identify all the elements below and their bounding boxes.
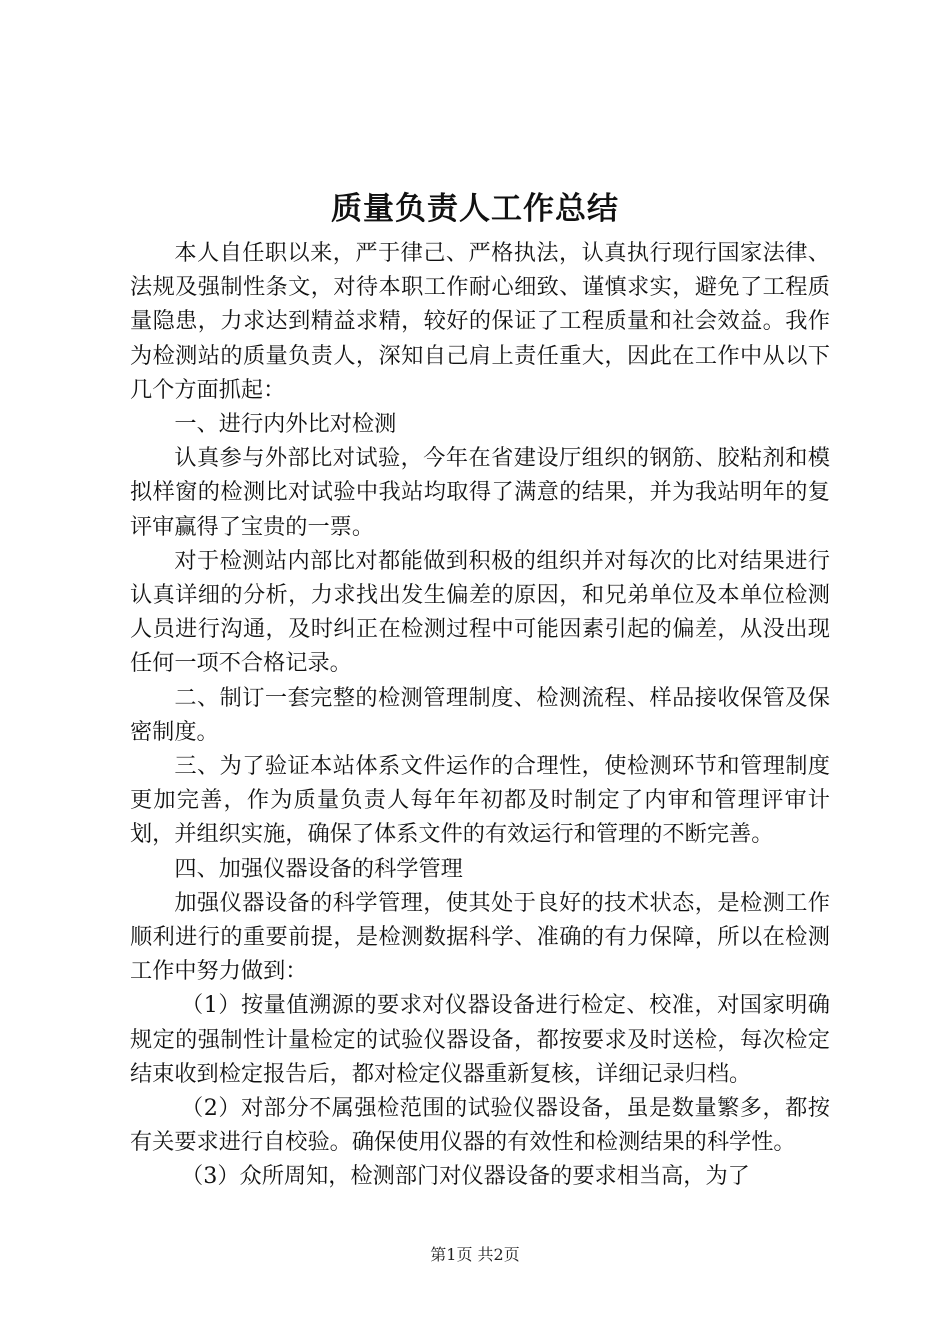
section-heading-1: 一、进行内外比对检测 [174, 411, 397, 438]
list-item-2: （2）对部分不属强检范围的试验仪器设备，虽是数量繁多，都按有关要求进行自校验。确保使用仪器的有效性和检测结果的科学性。 [130, 1095, 830, 1156]
list-item-3: （3）众所周知，检测部门对仪器设备的要求相当高，为了 [181, 1163, 750, 1190]
intro-paragraph: 本人自任职以来，严于律己、严格执法，认真执行现行国家法律、法规及强制性条文，对待本职工作耐心细致、谨慎求实，避免了工程质量隐患，力求达到精益求精，较好的保证了工程质量和社会效益。我作为检测站的质量负责人，深知自己肩上责任重大，因此在工作中从以下几个方面抓起： [130, 240, 830, 403]
section-heading-3: 三、为了验证本站体系文件运作的合理性，使检测环节和管理制度更加完善，作为质量负责人每年年初都及时制定了内审和管理评审计划，并组织实施，确保了体系文件的有效运行和管理的不断完善。 [130, 753, 830, 848]
body-paragraph: 认真参与外部比对试验，今年在省建设厅组织的钢筋、胶粘剂和模拟样窗的检测比对试验中我站均取得了满意的结果，并为我站明年的复评审赢得了宝贵的一票。 [130, 445, 830, 540]
body-paragraph: 对于检测站内部比对都能做到积极的组织并对每次的比对结果进行认真详细的分析，力求找出发生偏差的原因，和兄弟单位及本单位检测人员进行沟通，及时纠正在检测过程中可能因素引起的偏差，从没出现任何一项不合格记录。 [130, 547, 830, 677]
list-item-1: （1）按量值溯源的要求对仪器设备进行检定、校准，对国家明确规定的强制性计量检定的试验仪器设备，都按要求及时送检，每次检定结束收到检定报告后，都对检定仪器重新复核，详细记录归档。 [130, 992, 830, 1087]
page-number-footer: 第1页 共2页 [430, 1245, 520, 1264]
document-title: 质量负责人工作总结 [331, 191, 619, 227]
document-body [130, 236, 830, 1194]
section-heading-4: 四、加强仪器设备的科学管理 [174, 855, 463, 882]
section-heading-2: 二、制订一套完整的检测管理制度、检测流程、样品接收保管及保密制度。 [130, 684, 830, 745]
body-paragraph: 加强仪器设备的科学管理，使其处于良好的技术状态，是检测工作顺利进行的重要前提，是检测数据科学、准确的有力保障，所以在检测工作中努力做到： [130, 889, 830, 985]
